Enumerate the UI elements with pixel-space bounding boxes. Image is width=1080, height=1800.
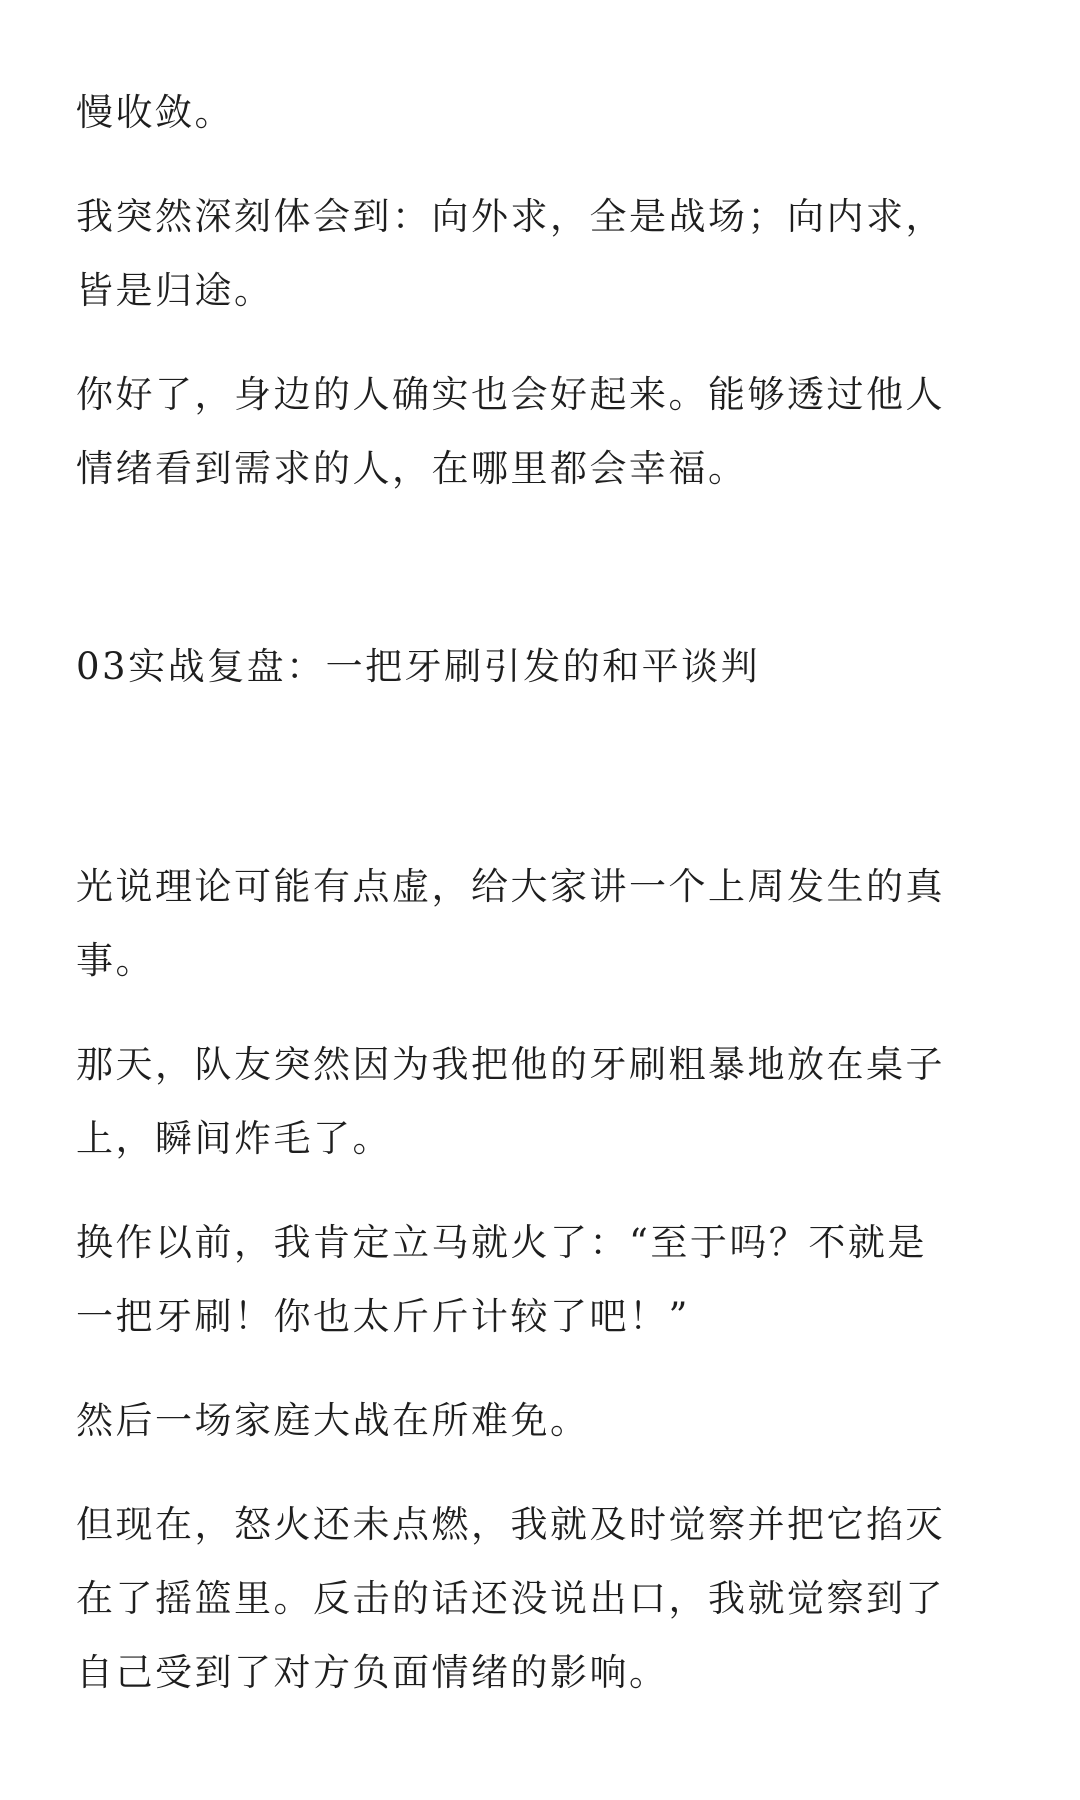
text-line: 然后一场家庭大战在所难免。 bbox=[76, 1399, 590, 1442]
text-line: 上，瞬间炸毛了。 bbox=[76, 1117, 392, 1160]
text-line: 在了摇篮里。反击的话还没说出口，我就觉察到了 bbox=[76, 1577, 945, 1620]
paragraph bbox=[76, 1206, 1006, 1354]
text-line: 光说理论可能有点虚，给大家讲一个上周发生的真 bbox=[76, 865, 945, 908]
paragraph bbox=[76, 358, 1006, 506]
text-line: 皆是归途。 bbox=[76, 269, 274, 312]
text-line: 那天，队友突然因为我把他的牙刷粗暴地放在桌子 bbox=[76, 1043, 945, 1086]
paragraph bbox=[76, 180, 1006, 328]
text-line: 换作以前，我肯定立马就火了：“至于吗？不就是 bbox=[76, 1221, 927, 1264]
text-line: 但现在，怒火还未点燃，我就及时觉察并把它掐灭 bbox=[76, 1503, 945, 1546]
paragraph bbox=[76, 1488, 1006, 1710]
paragraph bbox=[76, 1028, 1006, 1176]
paragraph bbox=[76, 1384, 1006, 1458]
section-heading-text: 03实战复盘：一把牙刷引发的和平谈判 bbox=[76, 645, 761, 688]
paragraph bbox=[76, 76, 1006, 150]
text-line: 一把牙刷！你也太斤斤计较了吧！” bbox=[76, 1295, 690, 1338]
text-line: 我突然深刻体会到：向外求，全是战场；向内求， bbox=[76, 195, 945, 238]
text-line: 自己受到了对方负面情绪的影响。 bbox=[76, 1651, 669, 1694]
section-heading bbox=[76, 630, 1006, 704]
text-line: 情绪看到需求的人，在哪里都会幸福。 bbox=[76, 447, 748, 490]
text-line: 事。 bbox=[76, 939, 155, 982]
text-line: 你好了，身边的人确实也会好起来。能够透过他人 bbox=[76, 373, 945, 416]
text-line: 慢收敛。 bbox=[76, 91, 234, 134]
paragraph bbox=[76, 850, 1006, 998]
